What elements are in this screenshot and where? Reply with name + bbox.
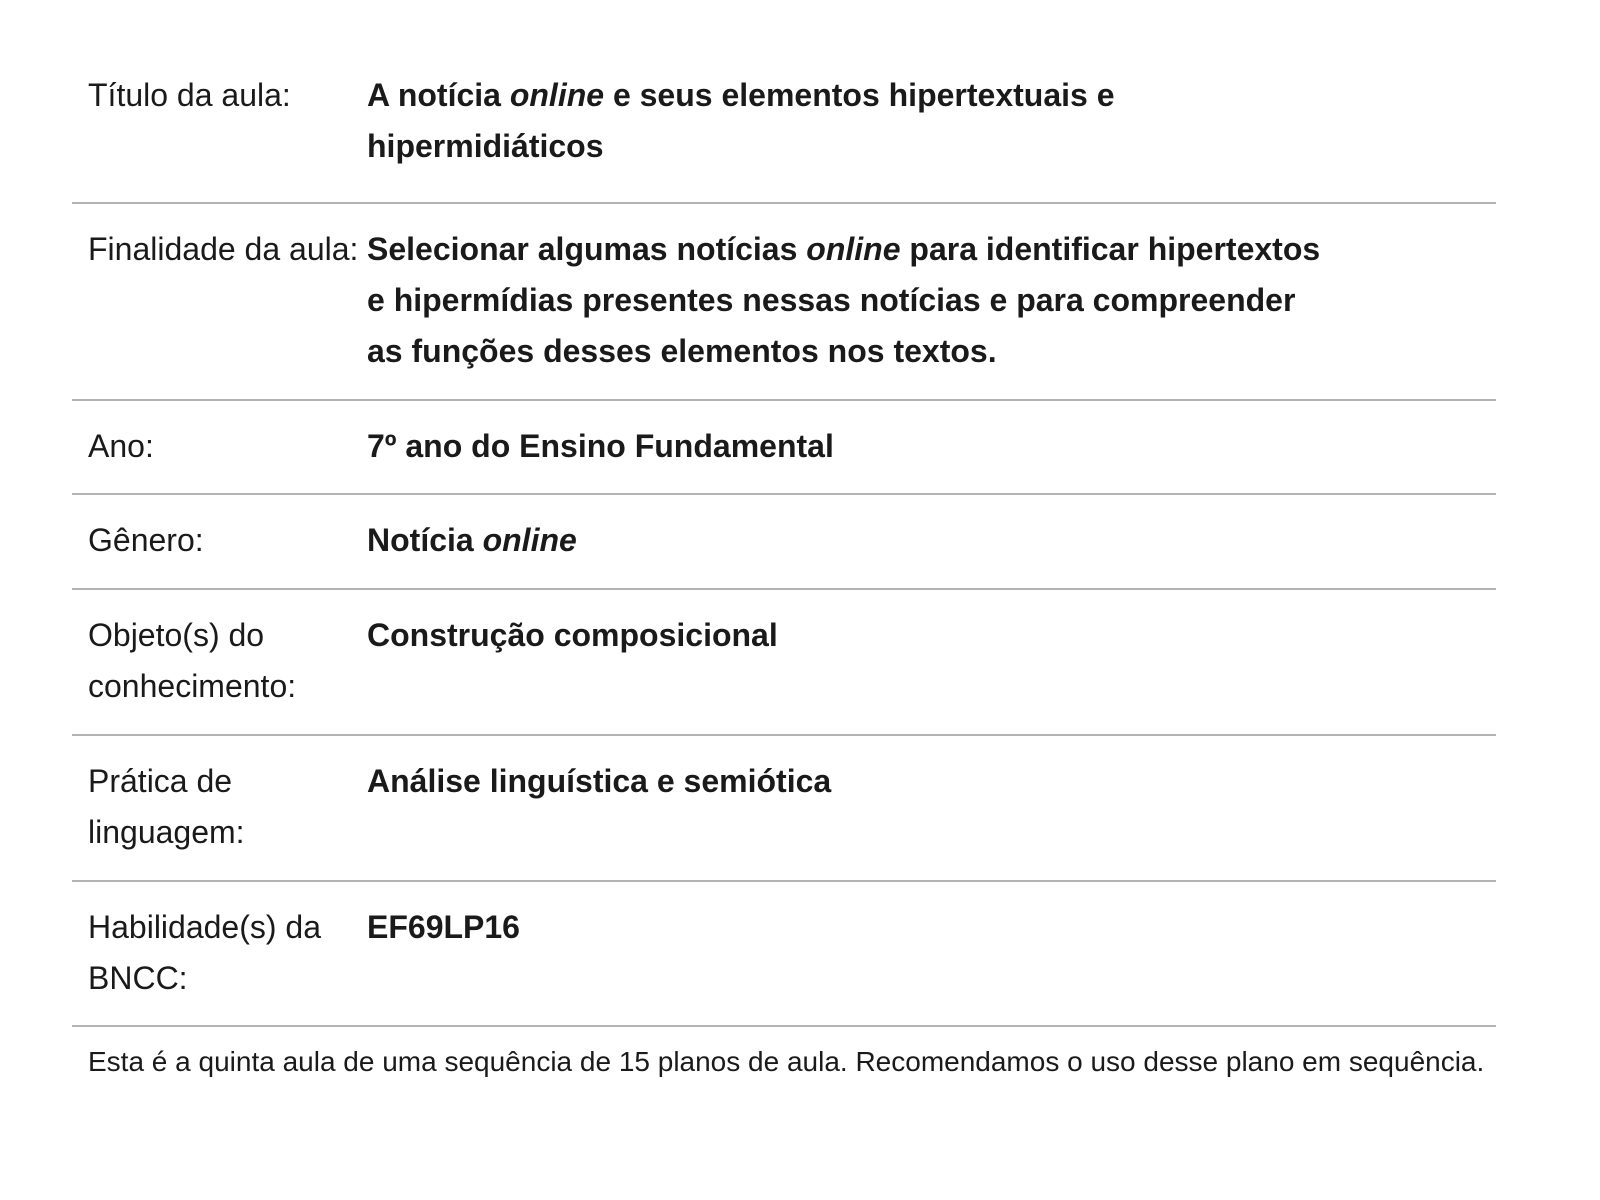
row-title [72,50,1496,204]
value-text: A notícia [367,77,510,113]
value-text: e hipermídias presentes nessas notícias e para compreender [367,282,1296,318]
row-language-practice [72,736,1496,882]
lesson-info-table [72,50,1496,1027]
value-text: as funções desses elementos nos textos. [367,333,997,369]
row-label: Habilidade(s) da BNCC: [88,909,322,996]
value-text: e seus elementos hipertextuais e [604,77,1115,113]
row-knowledge-object [72,590,1496,736]
row-value: Construção composicional [367,617,778,653]
row-label: Objeto(s) do conhecimento: [88,617,297,704]
value-italic: online [806,231,901,267]
value-italic: online [482,522,577,558]
value-text: Selecionar algumas notícias [367,231,807,267]
row-bncc-skills [72,882,1496,1027]
row-value: 7º ano do Ensino Fundamental [367,428,834,464]
row-label: Título da aula: [88,77,291,113]
value-text: hipermidiáticos [367,128,604,164]
sequence-note: Esta é a quinta aula de uma sequência de 15 planos de aula. Recomendamos o uso desse plano em sequência. [88,1046,1485,1077]
row-label: Gênero: [88,522,204,558]
row-purpose [72,204,1496,401]
value-text: para identificar hipertextos [900,231,1321,267]
row-year [72,401,1496,495]
row-value: Análise linguística e semiótica [367,763,832,799]
row-value [367,70,1496,202]
value-text: Notícia [367,522,483,558]
row-value [367,515,1496,588]
value-italic: online [509,77,605,113]
row-label: Ano: [88,428,154,464]
row-value: EF69LP16 [367,909,520,945]
row-label: Finalidade da aula: [88,231,359,267]
row-genre [72,495,1496,590]
row-label: Prática de linguagem: [88,763,245,850]
row-value [367,224,1496,399]
